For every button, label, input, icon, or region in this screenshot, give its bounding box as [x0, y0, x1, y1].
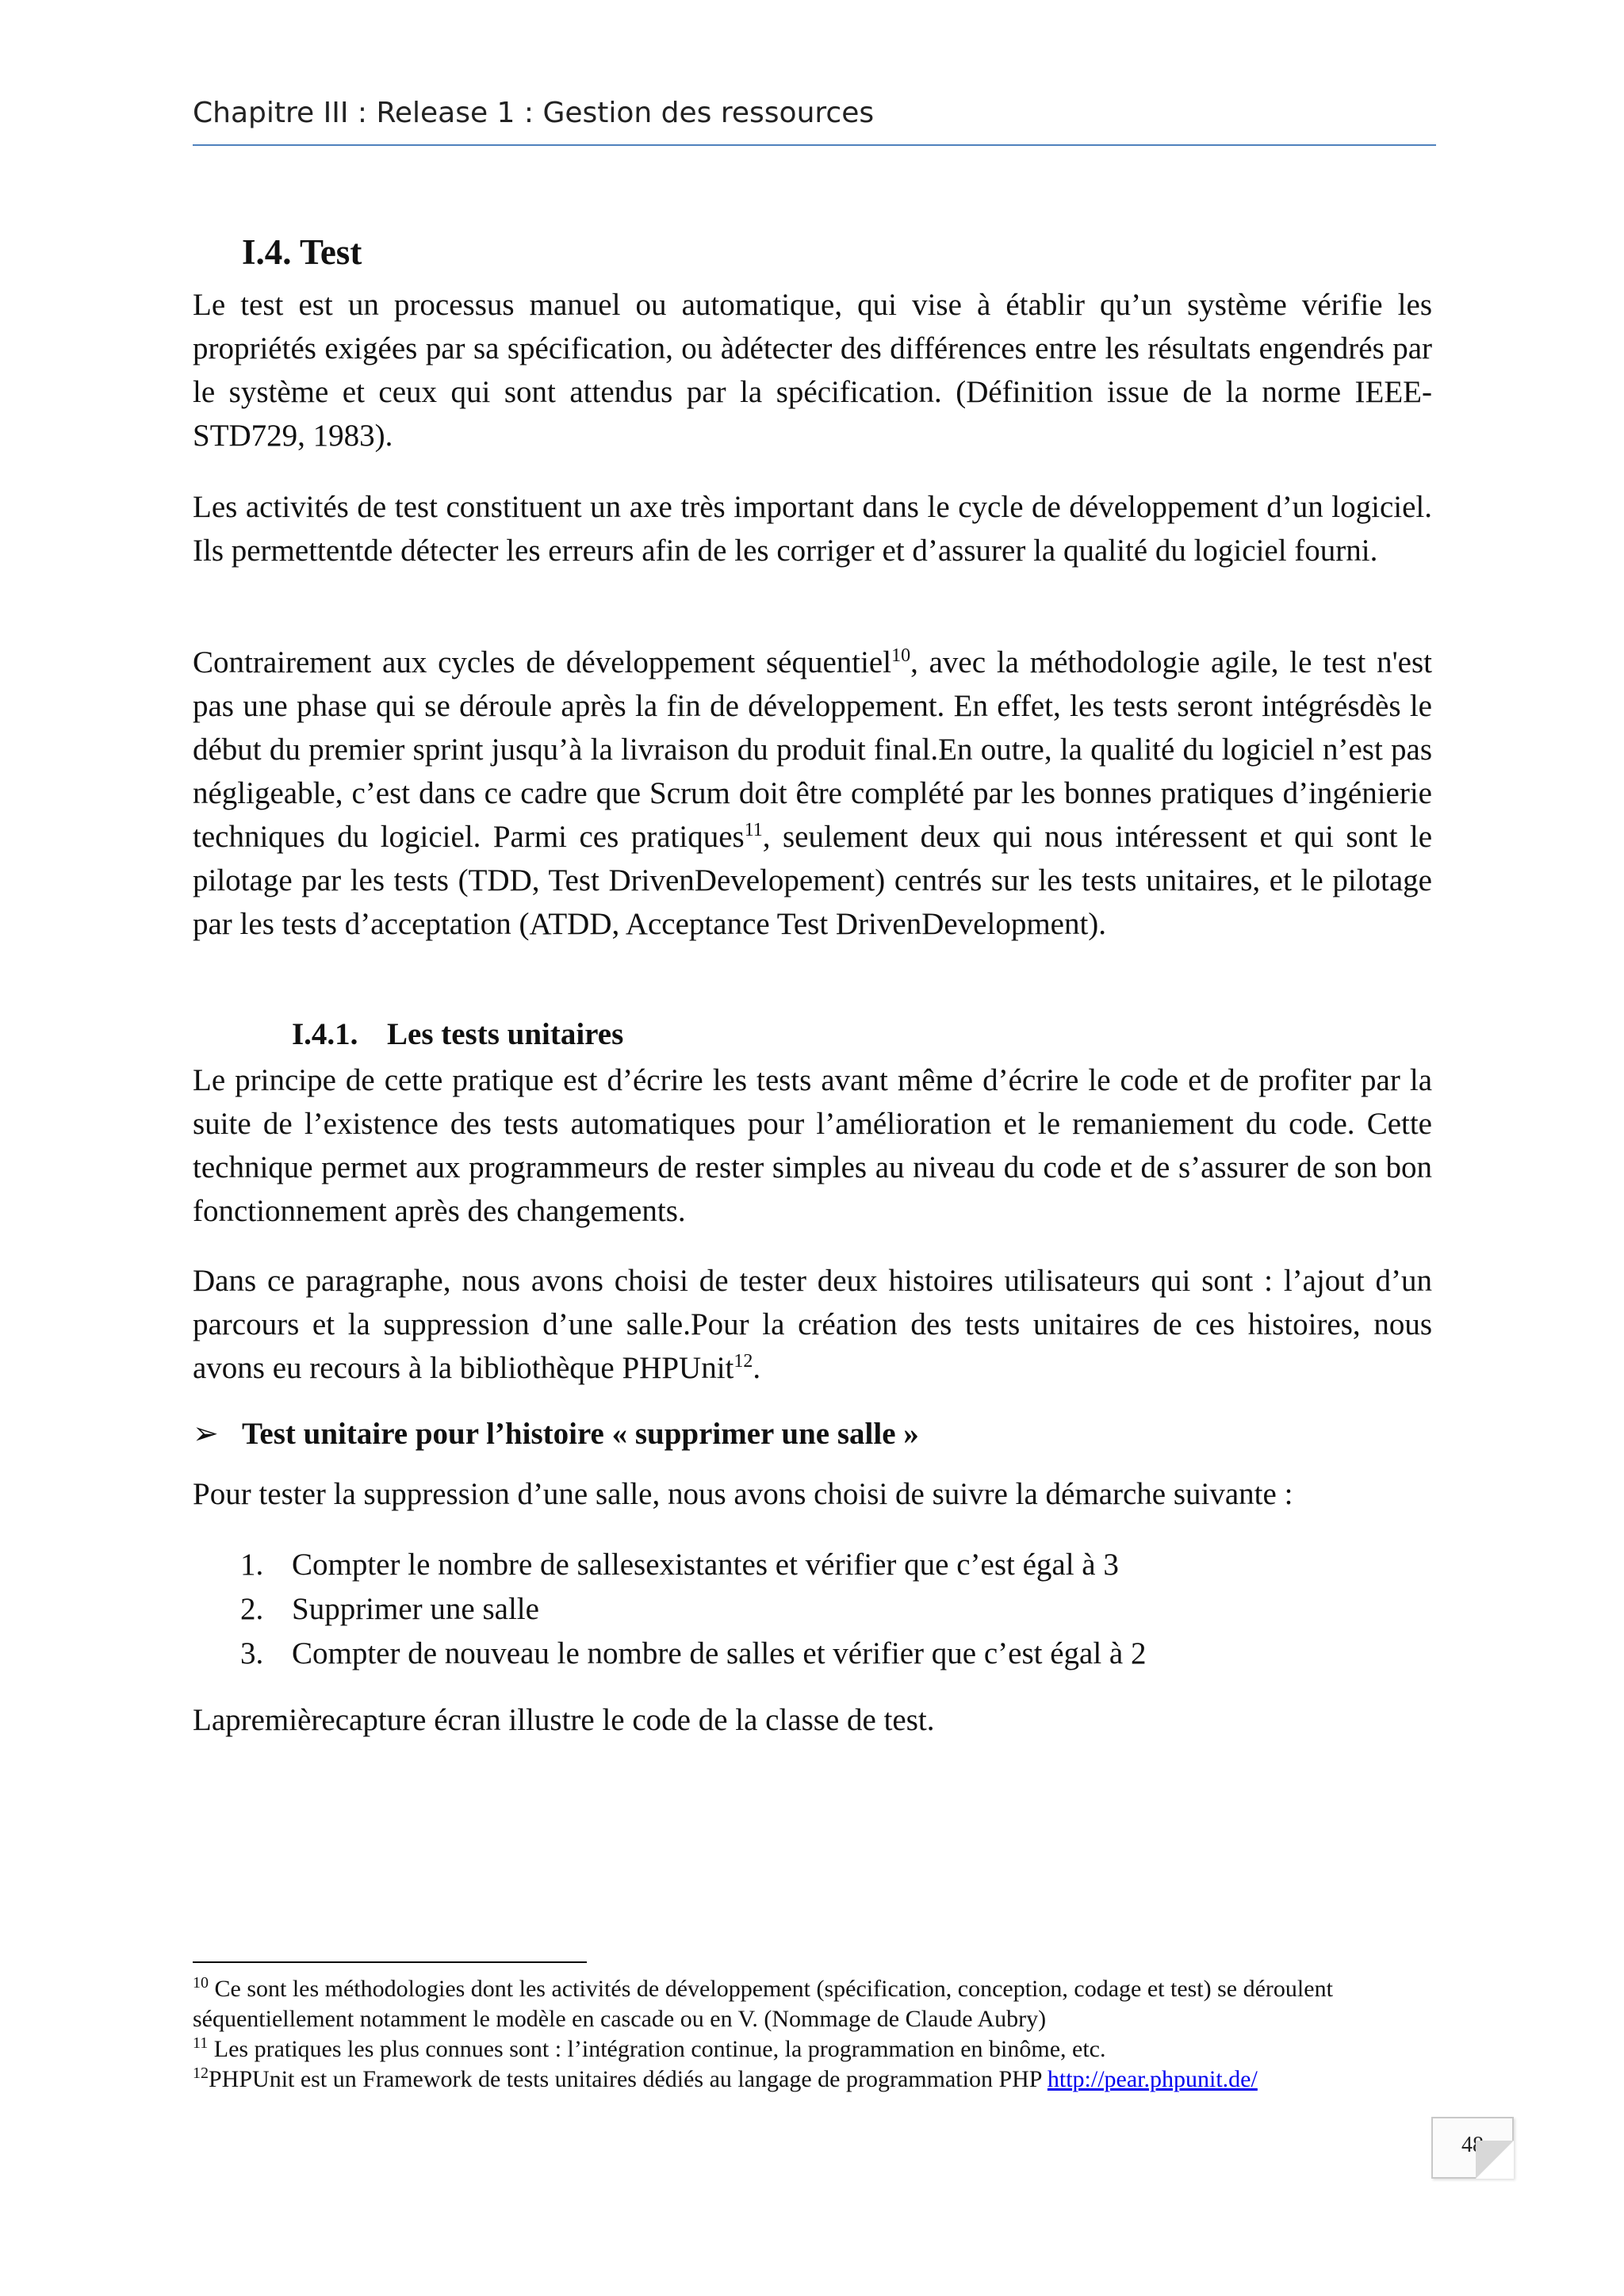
paragraph-closing: Lapremièrecapture écran illustre le code de la classe de test.	[193, 1703, 935, 1737]
section-title: Test	[299, 232, 362, 272]
header-rule	[193, 144, 1436, 146]
list-item	[240, 1587, 1147, 1632]
list-item-number: 1.	[240, 1548, 264, 1582]
subsection-title: Les tests unitaires	[387, 1017, 624, 1051]
procedure-steps-list	[240, 1543, 1147, 1676]
section-heading	[242, 232, 362, 273]
paragraph-test-definition: Le test est un processus manuel ou automatique, qui vise à établir qu’un système vérifie les propriétés exigées par sa spécification, ou àdétecter des différences entre les résultats engendrés par le système et ceux qui sont attendus par la spécification. (Définition issue de la norme IEEE-STD729, 1983).	[193, 288, 1432, 453]
footnote-number: 10	[193, 1974, 209, 1992]
list-item-text: Compter de nouveau le nombre de salles et vérifier que c’est égal à 2	[292, 1636, 1147, 1670]
page-number-box	[1431, 2117, 1514, 2179]
footnotes	[193, 1974, 1438, 2095]
paragraph-user-stories-text: Dans ce paragraphe, nous avons choisi de tester deux histoires utilisateurs qui sont : l’ajout d’un parcours et la suppression d’une salle.Pour la création des tests unitaires de ces histoires, nous avons eu recours à la bibliothèque PHPUnit	[193, 1264, 1432, 1385]
paragraph-agile-part2: , avec la méthodologie agile, le test n'est pas une phase qui se déroule après la fin de développement. En effet, les tests seront intégrésdès le début du premier sprint jusqu’à la livraison du produit final.En outre, la qualité du logiciel n’est pas négligeable, c’est dans ce cadre que Scrum doit être complété par les bonnes pratiques d’ingénierie techniques du logiciel. Parmi ces pratiques	[193, 645, 1433, 854]
arrow-bullet-icon: ➢	[193, 1417, 219, 1451]
footnote-text: Ce sont les méthodologies dont les activités de développement (spécification, conception, codage et test) se déroulent séquentiellement notamment le modèle en cascade ou en V. (Nommage de Claude Aubry)	[193, 1976, 1333, 2032]
bullet-heading-title: Test unitaire pour l’histoire « supprimer une salle »	[242, 1417, 919, 1451]
footnote-ref-10[interactable]: 10	[891, 645, 911, 666]
footnote-separator	[193, 1961, 587, 1963]
running-header: Chapitre III : Release 1 : Gestion des ressources	[193, 97, 875, 129]
paragraph-user-stories	[193, 1259, 1432, 1390]
footnote-number: 12	[193, 2064, 209, 2082]
list-item	[240, 1632, 1147, 1676]
phpunit-link[interactable]: http://pear.phpunit.de/	[1047, 2066, 1258, 2092]
page-number: 48	[1461, 2133, 1484, 2157]
paragraph-agile-part3: , seulement deux qui nous intéressent et qui sont le pilotage par les tests (TDD, Test DrivenDevelopement) centrés sur les tests unitaires, et le pilotage par les tests d’acceptation (ATDD, Acceptance Test DrivenDevelopment).	[193, 820, 1432, 941]
footnote-11	[193, 2034, 1438, 2064]
footnote-ref-11[interactable]: 11	[744, 820, 763, 840]
paragraph-procedure-intro: Pour tester la suppression d’une salle, nous avons choisi de suivre la démarche suivante :	[193, 1477, 1293, 1511]
page-fold-corner	[1476, 2141, 1514, 2179]
paragraph-test-activities: Les activités de test constituent un axe très important dans le cycle de développement d’un logiciel. Ils permettentde détecter les erreurs afin de les corriger et d’assurer la qualité du logiciel fourni.	[193, 490, 1432, 568]
footnote-text: Les pratiques les plus connues sont : l’intégration continue, la programmation en binôme, etc.	[208, 2036, 1106, 2062]
paragraph-unit-test-principle: Le principe de cette pratique est d’écrire les tests avant même d’écrire le code et de profiter par la suite de l’existence des tests automatiques pour l’amélioration et le remaniement du code. Cette technique permet aux programmeurs de rester simples au niveau du code et de s’assurer de son bon fonctionnement après des changements.	[193, 1063, 1432, 1228]
paragraph-user-stories-end: .	[753, 1351, 761, 1385]
subsection-number: I.4.1.	[292, 1017, 358, 1051]
list-item-text: Compter le nombre de sallesexistantes et vérifier que c’est égal à 3	[292, 1548, 1119, 1582]
bullet-heading	[193, 1416, 919, 1452]
subsection-heading	[292, 1016, 623, 1052]
footnote-ref-12[interactable]: 12	[733, 1351, 753, 1372]
list-item-number: 2.	[240, 1592, 264, 1626]
footnote-12	[193, 2064, 1438, 2095]
footnote-number: 11	[193, 2034, 209, 2052]
section-number: I.4.	[242, 232, 292, 272]
list-item	[240, 1543, 1147, 1587]
list-item-text: Supprimer une salle	[292, 1592, 539, 1626]
list-item-number: 3.	[240, 1636, 264, 1670]
paragraph-agile-part1: Contrairement aux cycles de développement séquentiel	[193, 645, 892, 679]
footnote-text: PHPUnit est un Framework de tests unitaires dédiés au langage de programmation PHP	[209, 2066, 1048, 2092]
paragraph-agile-testing	[193, 641, 1432, 946]
footnote-10	[193, 1974, 1438, 2034]
